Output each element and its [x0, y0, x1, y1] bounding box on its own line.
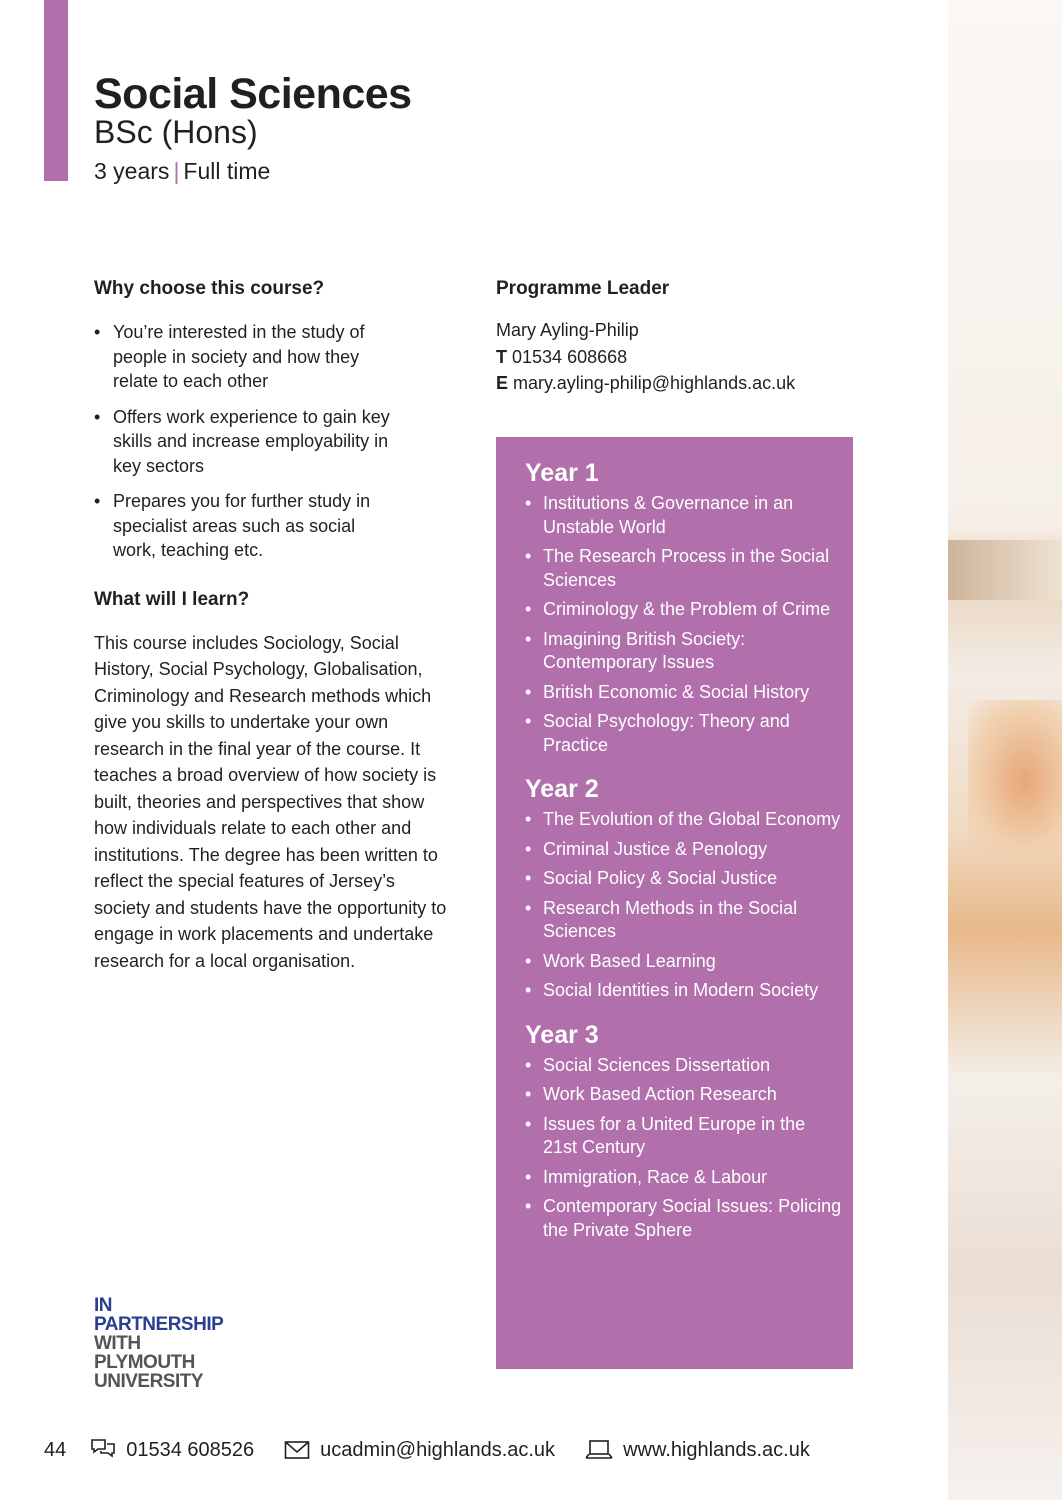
duration-years: 3 years [94, 158, 170, 184]
logo-line: PLYMOUTH [94, 1352, 195, 1373]
logo-line: UNIVERSITY [94, 1371, 204, 1392]
module-item: • Work Based Learning [525, 950, 843, 974]
footer-email-text[interactable]: ucadmin@highlands.ac.uk [320, 1438, 556, 1461]
module-item: • Imagining British Society: Contemporary Issues [525, 628, 843, 675]
page-title: Social Sciences [94, 70, 412, 118]
envelope-icon [284, 1440, 310, 1460]
year-2-block [525, 775, 853, 1003]
photo-shade [968, 700, 1062, 860]
year-2-modules [525, 808, 853, 1003]
footer-website-text[interactable]: www.highlands.ac.uk [623, 1438, 810, 1461]
email-label: E [496, 373, 509, 393]
learn-heading: What will I learn? [94, 588, 250, 610]
module-item: • Social Identities in Modern Society [525, 979, 843, 1003]
module-item: • Issues for a United Europe in the 21st Century [525, 1113, 843, 1160]
degree-type: BSc (Hons) [94, 114, 258, 150]
footer-phone-text[interactable]: 01534 608526 [126, 1438, 255, 1461]
year-heading: Year 3 [525, 1020, 599, 1049]
accent-bar [44, 0, 68, 181]
leader-phone-line [496, 344, 856, 371]
module-item: • The Research Process in the Social Sciences [525, 545, 843, 592]
module-item: • Social Policy & Social Justice [525, 867, 843, 891]
footer-email[interactable] [284, 1439, 555, 1462]
module-item: • The Evolution of the Global Economy [525, 808, 843, 832]
course-duration [94, 158, 270, 185]
module-item: • Research Methods in the Social Sciences [525, 897, 843, 944]
module-item: • Social Psychology: Theory and Practice [525, 710, 843, 757]
leader-name: Mary Ayling-Philip [496, 320, 639, 340]
why-bullet: • Offers work experience to gain key skills and increase employability in key sectors [94, 405, 393, 479]
laptop-icon [585, 1439, 613, 1461]
year-3-block [525, 1021, 853, 1243]
year-1-modules [525, 492, 853, 757]
logo-line: PARTNERSHIP [94, 1314, 224, 1335]
why-bullet: • You’re interested in the study of people in society and how they relate to each other [94, 320, 393, 394]
why-bullet: • Prepares you for further study in specialist areas such as social work, teaching etc. [94, 489, 393, 563]
footer-phone[interactable] [90, 1438, 254, 1462]
module-item: • Contemporary Social Issues: Policing the Private Sphere [525, 1195, 843, 1242]
why-list [94, 320, 454, 563]
photo-shade [948, 540, 1062, 600]
footer-website[interactable] [585, 1439, 810, 1462]
learn-body: This course includes Sociology, Social History, Social Psychology, Globalisation, Criminology and Research methods which give you skills to undertake your own research in the final year of the course. It teaches a broad overview of how society is built, theories and perspectives that show how individuals relate to each other and institutions. The degree has been written to reflect the special features of Jersey’s society and students have the opportunity to engage in work placements and undertake research for a local organisation. [94, 632, 447, 971]
year-heading: Year 1 [525, 459, 599, 487]
module-item: • Immigration, Race & Labour [525, 1166, 843, 1190]
modules-panel [496, 437, 853, 1369]
logo-line: IN [94, 1295, 112, 1316]
programme-leader [496, 278, 856, 397]
leader-email[interactable]: mary.ayling-philip@highlands.ac.uk [513, 373, 796, 393]
left-column [94, 278, 454, 974]
logo-line: WITH [94, 1333, 141, 1354]
page-number: 44 [44, 1438, 67, 1461]
module-item: • Institutions & Governance in an Unstable World [525, 492, 843, 539]
why-heading: Why choose this course? [94, 278, 325, 299]
year-heading: Year 2 [525, 775, 599, 803]
year-1-block [525, 459, 853, 757]
module-item: • British Economic & Social History [525, 681, 843, 705]
background-photo [948, 0, 1062, 1500]
module-item: • Criminal Justice & Penology [525, 838, 843, 862]
leader-heading: Programme Leader [496, 278, 670, 299]
phone-label: T [496, 346, 507, 367]
study-mode: Full time [183, 158, 271, 184]
duration-separator: | [173, 158, 180, 184]
year-3-modules [525, 1054, 853, 1243]
chat-bubbles-icon [90, 1438, 116, 1462]
module-item: • Criminology & the Problem of Crime [525, 598, 843, 622]
module-item: • Work Based Action Research [525, 1083, 843, 1107]
module-item: • Social Sciences Dissertation [525, 1054, 843, 1078]
plymouth-university-logo [94, 1296, 223, 1391]
leader-phone[interactable]: 01534 608668 [512, 346, 628, 367]
page-footer [44, 1436, 840, 1464]
leader-email-line [496, 370, 856, 397]
